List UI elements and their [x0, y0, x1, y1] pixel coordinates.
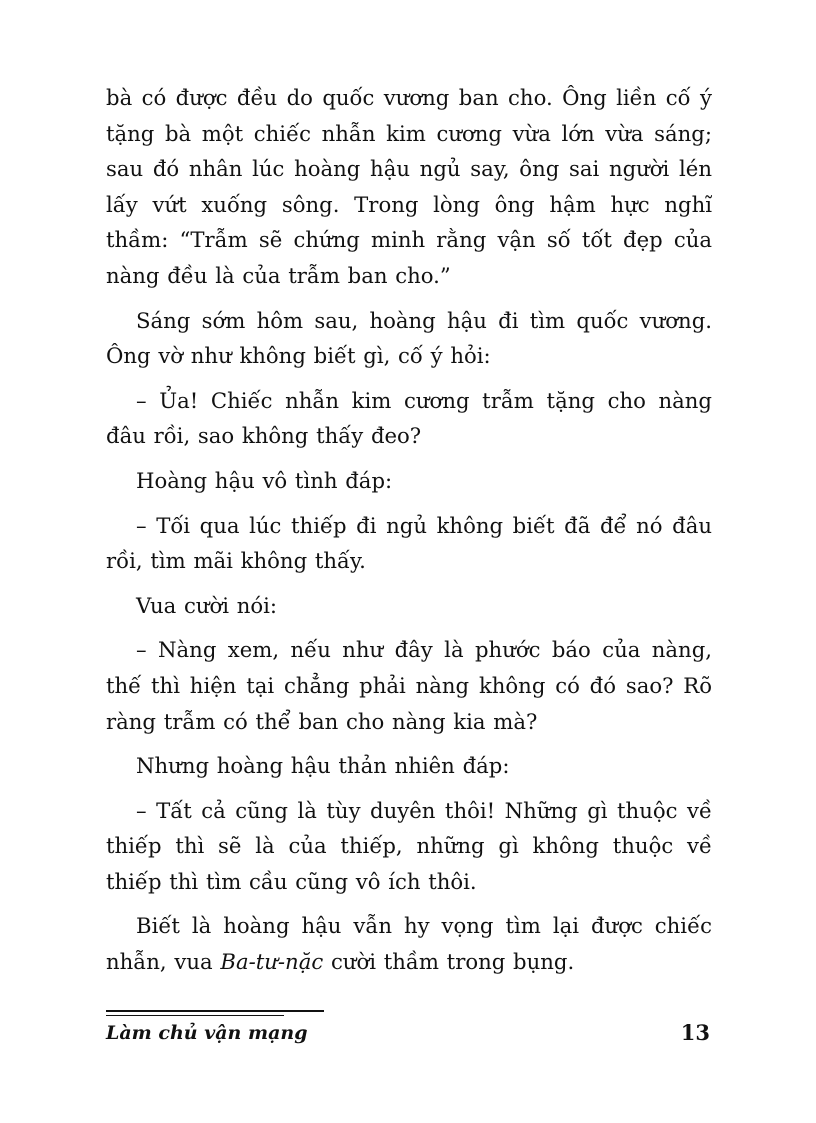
- king-name: Ba-tư-nặc: [220, 949, 324, 975]
- paragraph-continued: bà có được đều do quốc vương ban cho. Ông liền cố ý tặng bà một chiếc nhẫn kim cương vừa lớn vừa sáng; sau đó nhân lúc hoàng hậu ngủ say, ông sai người lén lấy vứt xuống sông. Trong lòng ông hậm hực nghĩ thầm: “Trẫm sẽ chứng minh rằng vận số tốt đẹp của nàng đều là của trẫm ban cho.”: [106, 85, 712, 288]
- footer-rule-top: [106, 1010, 324, 1012]
- footer-rule-bottom: [106, 1015, 284, 1016]
- paragraph-queen-calm: Nhưng hoàng hậu thản nhiên đáp:: [136, 753, 510, 779]
- page-body: [106, 80, 712, 989]
- book-title: Làm chủ vận mạng: [106, 1022, 308, 1044]
- page-footer: [106, 1010, 712, 1050]
- closing-text-before: Biết là hoàng hậu vẫn hy vọng tìm lại được chiếc nhẫn, vua: [106, 913, 712, 975]
- dialogue-king-question: – Ủa! Chiếc nhẫn kim cương trẫm tặng cho nàng đâu rồi, sao không thấy đeo?: [106, 387, 712, 449]
- dialogue-king-argument: – Nàng xem, nếu như đây là phước báo của nàng, thế thì hiện tại chẳng phải nàng không có đó sao? Rõ ràng trẫm có thể ban cho nàng kia mà?: [106, 637, 712, 734]
- paragraph-queen-answers: Hoàng hậu vô tình đáp:: [136, 467, 393, 493]
- paragraph-king-laughs: Vua cười nói:: [136, 592, 278, 618]
- dialogue-queen-wisdom: – Tất cả cũng là tùy duyên thôi! Những gì thuộc về thiếp thì sẽ là của thiếp, những gì không thuộc về thiếp thì tìm cầu cũng vô ích thôi.: [106, 797, 712, 894]
- closing-text-after: cười thầm trong bụng.: [323, 949, 575, 975]
- paragraph-morning: Sáng sớm hôm sau, hoàng hậu đi tìm quốc vương. Ông vờ như không biết gì, cố ý hỏi:: [106, 307, 712, 369]
- page-number: 13: [680, 1020, 710, 1045]
- dialogue-queen-reply: – Tối qua lúc thiếp đi ngủ không biết đã để nó đâu rồi, tìm mãi không thấy.: [106, 512, 712, 574]
- paragraph-closing: [106, 908, 712, 979]
